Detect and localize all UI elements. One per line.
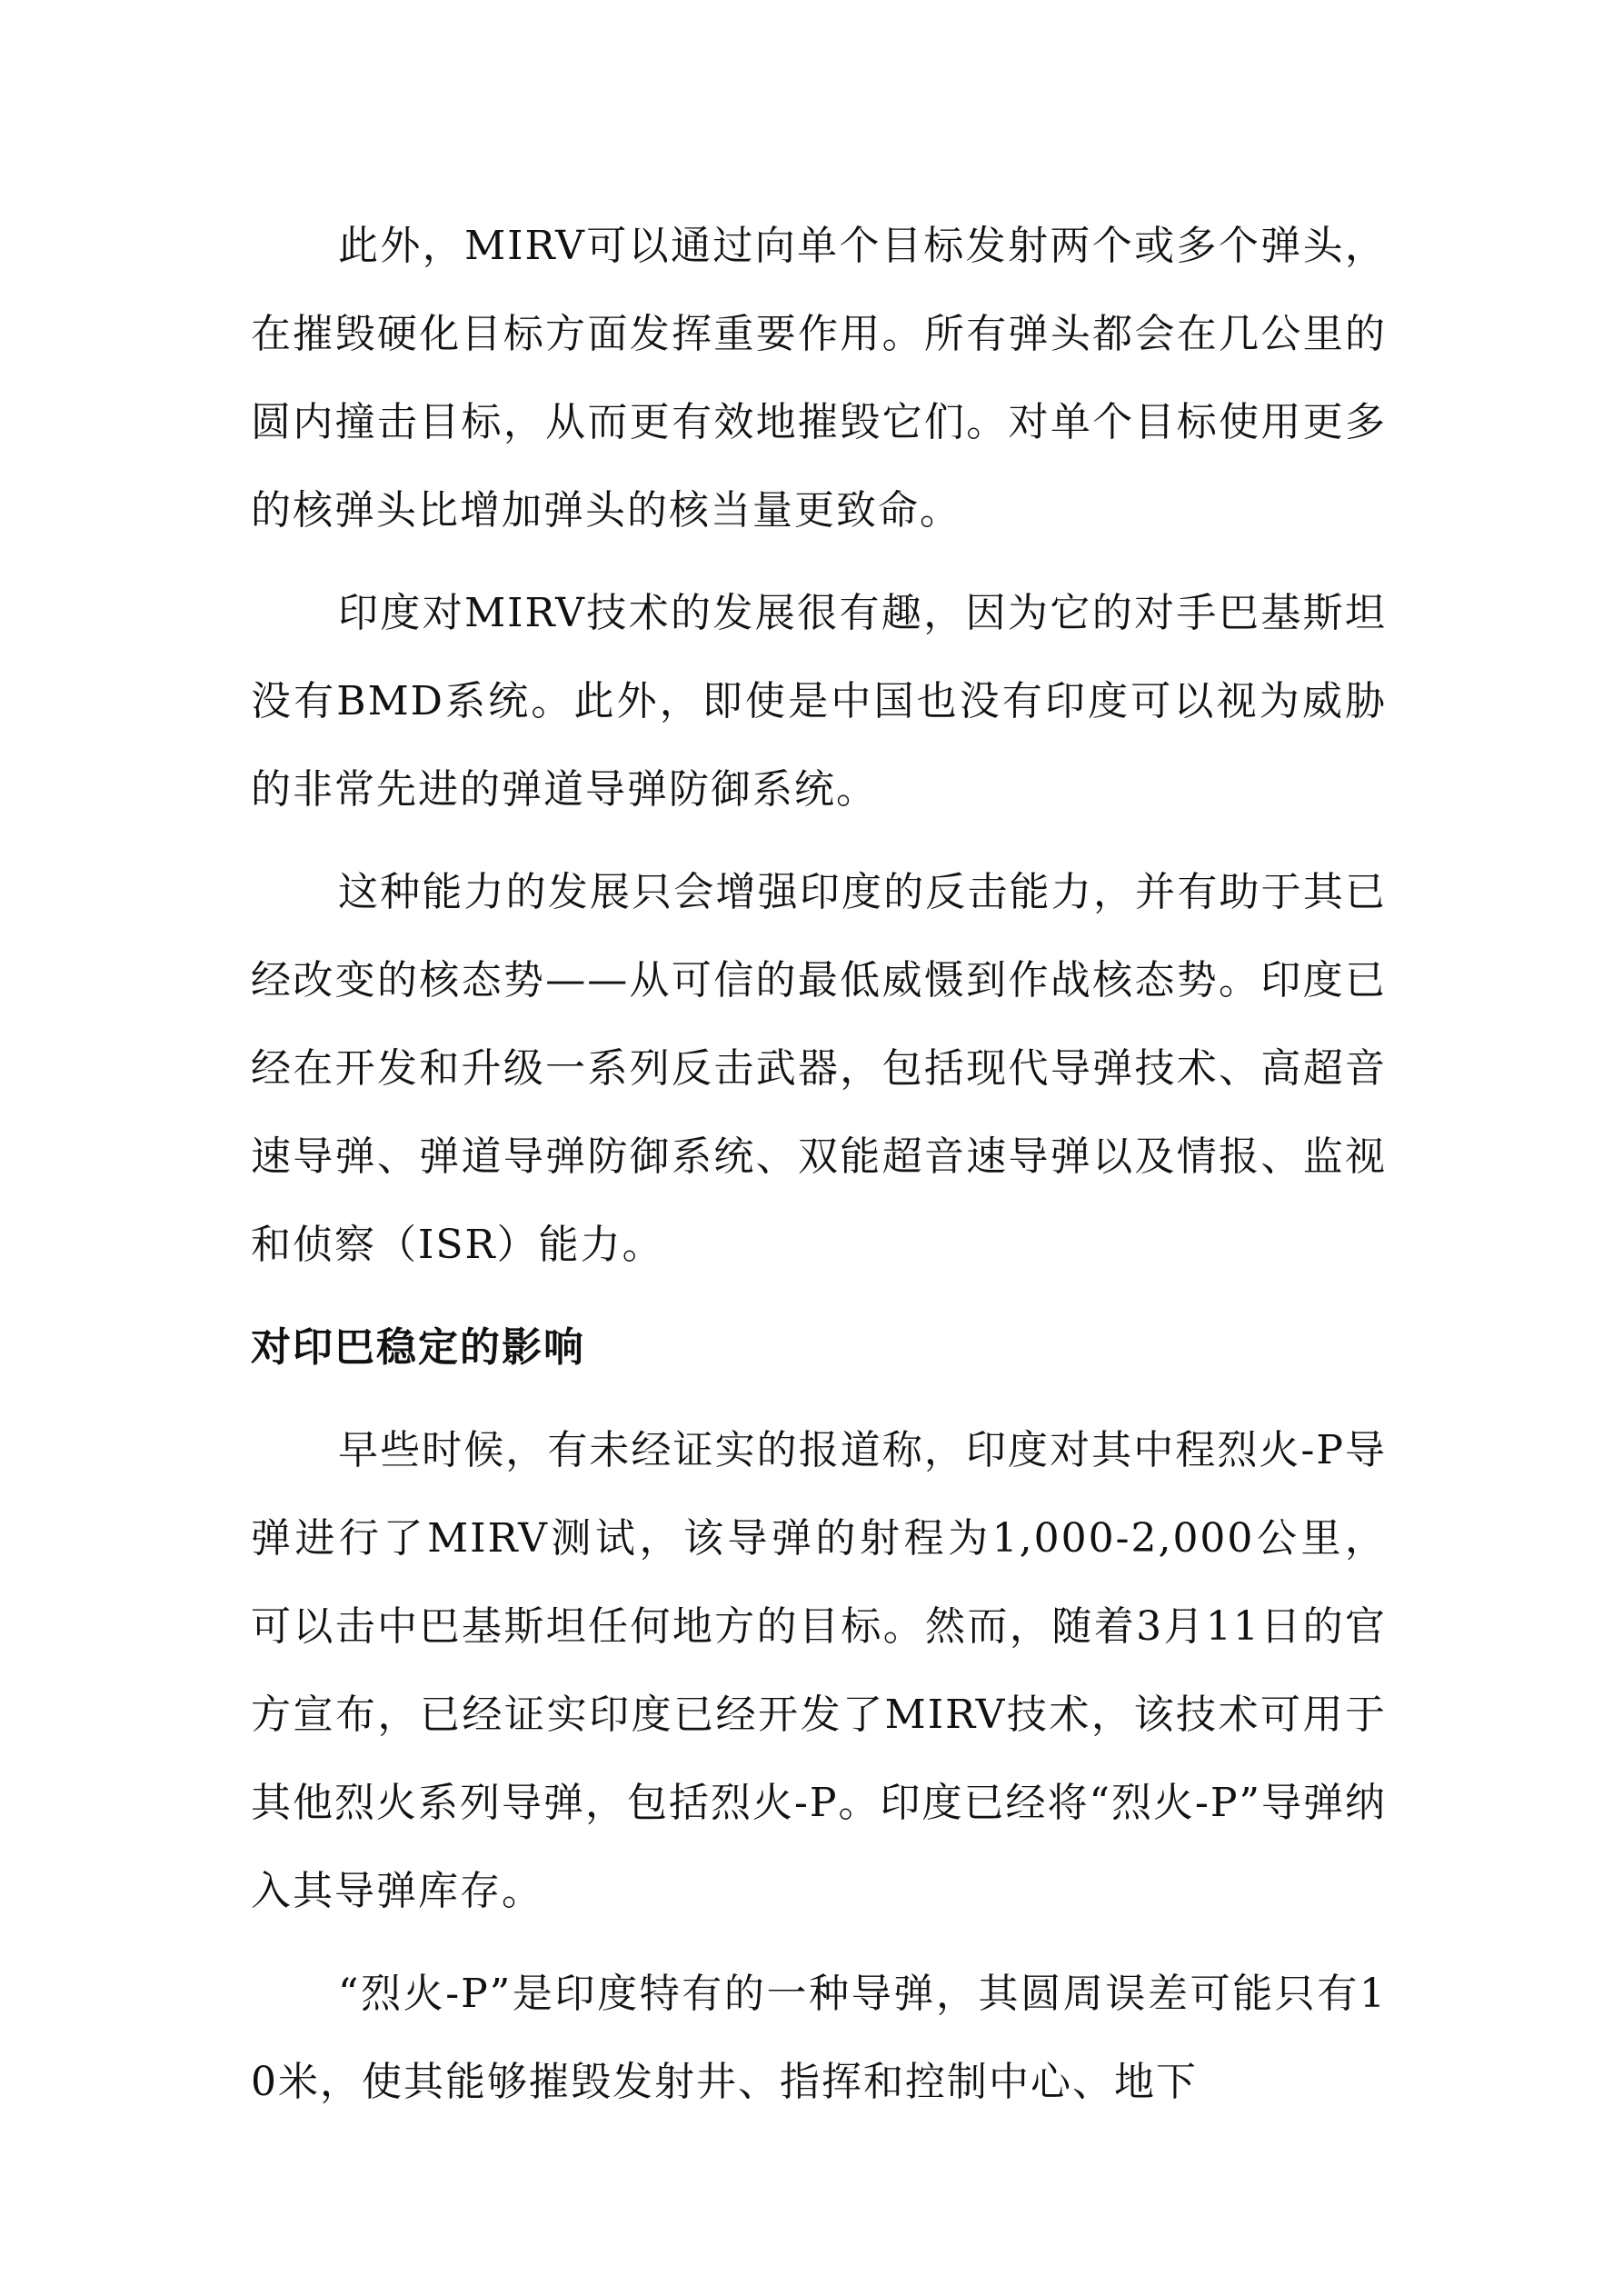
paragraph-agni-p-accuracy: “烈火-P”是印度特有的一种导弹，其圆周误差可能只有10米，使其能够摧毁发射井、指挥和控制中心、地下 (251, 1971, 1387, 2105)
section-heading: 对印巴稳定的影响 (251, 1324, 585, 1371)
document-body (251, 202, 1387, 2141)
paragraph-agni-p-test: 早些时候，有未经证实的报道称，印度对其中程烈火-P导弹进行了MIRV测试，该导弹的射程为1,000-2,000公里，可以击中巴基斯坦任何地方的目标。然而，随着3月11日的官方宣布，已经证实印度已经开发了MIRV技术，该技术可用于其他烈火系列导弹，包括烈火-P。印度已经将“烈火-P”导弹纳入其导弹库存。 (251, 1427, 1387, 1914)
paragraph-india-mirv-development: 印度对MIRV技术的发展很有趣，因为它的对手巴基斯坦没有BMD系统。此外，即使是中国也没有印度可以视为威胁的非常先进的弹道导弹防御系统。 (251, 590, 1387, 813)
paragraph-mirv-hardened-targets: 此外，MIRV可以通过向单个目标发射两个或多个弹头，在摧毁硬化目标方面发挥重要作用。所有弹头都会在几公里的圆内撞击目标，从而更有效地摧毁它们。对单个目标使用更多的核弹头比增加弹头的核当量更致命。 (251, 223, 1387, 534)
paragraph-counterforce-capability: 这种能力的发展只会增强印度的反击能力，并有助于其已经改变的核态势——从可信的最低威慑到作战核态势。印度已经在开发和升级一系列反击武器，包括现代导弹技术、高超音速导弹、弹道导弹防御系统、双能超音速导弹以及情报、监视和侦察（ISR）能力。 (251, 869, 1387, 1268)
